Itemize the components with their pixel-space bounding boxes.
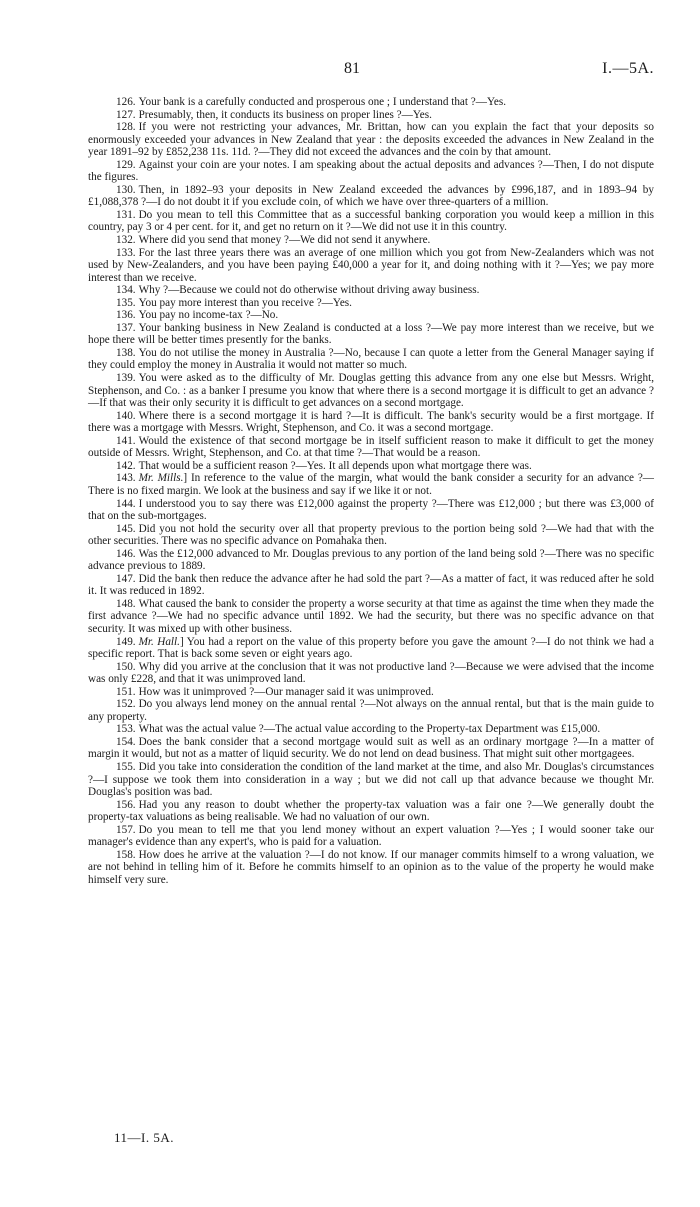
question-number: 147.	[116, 572, 136, 585]
question-paragraph	[88, 410, 654, 435]
question-answer-text: Had you any reason to doubt whether the property-tax valuation was a fair one ?—We generally doubt the property-tax valuations as being realisable. We had no valuation of our own.	[88, 798, 654, 824]
question-number: 157.	[116, 823, 136, 836]
question-number: 127.	[116, 108, 136, 121]
question-paragraph	[88, 284, 654, 297]
question-paragraph	[88, 824, 654, 849]
question-number: 144.	[116, 497, 136, 510]
question-answer-text: Did you not hold the security over all that property previous to the portion being sold ?—We had that with the other securities. There was no specific advance on Pomahaka then.	[88, 522, 654, 548]
question-number: 156.	[116, 798, 136, 811]
question-paragraph	[88, 723, 654, 736]
question-paragraph	[88, 247, 654, 285]
question-number: 150.	[116, 660, 136, 673]
question-paragraph: 143. Mr. Mills.] In reference to the value of the margin, what would the bank consider a security for an advance ?—There is no fixed margin. We look at the business and say if we like it or not.	[88, 472, 654, 497]
question-paragraph	[88, 498, 654, 523]
question-paragraph	[88, 523, 654, 548]
question-paragraph	[88, 799, 654, 824]
question-answer-text: Where there is a second mortgage it is hard ?—It is difficult. The bank's security would be a first mortgage. If there was a mortgage with Messrs. Wright, Stephenson, and Co. it was a second mortgage.	[88, 409, 654, 435]
question-number: 133.	[116, 246, 136, 259]
question-answer-text: That would be a sufficient reason ?—Yes. It all depends upon what mortgage there was.	[138, 459, 532, 472]
question-answer-text: You pay no income-tax ?—No.	[138, 309, 279, 322]
question-paragraph	[88, 548, 654, 573]
question-paragraph	[88, 698, 654, 723]
question-number: 137.	[116, 321, 136, 334]
question-answer-text: Your bank is a carefully conducted and prosperous one ; I understand that ?—Yes.	[138, 96, 507, 108]
question-answer-text: Do you mean to tell this Committee that as a successful banking corporation you would keep a million in this country, pay 3 or 4 per cent. for it, and get no return on it ?—We did not use it in this country.	[88, 208, 654, 234]
question-number: 132.	[116, 234, 136, 247]
question-paragraph	[88, 184, 654, 209]
question-number: 142.	[116, 459, 136, 472]
question-number: 135.	[116, 296, 136, 309]
question-answer-text: Did you take into consideration the condition of the land market at the time, and also Mr. Douglas's circumstances ?—I suppose we took them into consideration in a way ; but we did not call up that advance because we thought Mr. Douglas's position was bad.	[88, 760, 654, 799]
document-reference: I.—5A.	[602, 60, 654, 77]
question-answer-text: I understood you to say there was £12,000 against the property ?—There was £12,000 ; but there was £3,000 of that on the sub-mortgages.	[88, 497, 654, 523]
question-paragraph	[88, 736, 654, 761]
printer-signature: 11—I. 5A.	[114, 1130, 174, 1145]
question-paragraph	[88, 460, 654, 473]
question-paragraph	[88, 309, 654, 322]
question-paragraph	[88, 761, 654, 799]
question-paragraph	[88, 347, 654, 372]
question-answer-text: Would the existence of that second mortgage be in itself sufficient reason to make it difficult to get the money outside of Messrs. Wright, Stephenson, and Co. at that time ?—That would be a reason.	[88, 434, 654, 460]
question-paragraph	[88, 573, 654, 598]
question-number: 152.	[116, 698, 136, 711]
question-number: 126.	[116, 96, 136, 108]
question-answer-text: Does the bank consider that a second mortgage would suit as well as an ordinary mortgage ?—In a matter of margin it would, but not as a matter of liquid security. We do not lend on dead business. That might suit other mortgagees.	[88, 735, 654, 761]
question-number: 131.	[116, 208, 136, 221]
question-paragraph	[88, 372, 654, 410]
question-answer-text: Presumably, then, it conducts its business on proper lines ?—Yes.	[138, 108, 432, 121]
question-answer-text: How was it unimproved ?—Our manager said it was unimproved.	[138, 685, 434, 698]
question-number: 139.	[116, 372, 136, 385]
page-number: 81	[344, 60, 360, 77]
question-answer-text: Did the bank then reduce the advance after he had sold the part ?—As a matter of fact, it was reduced after he sold it. It was reduced in 1892.	[88, 572, 654, 598]
question-paragraph	[88, 109, 654, 122]
question-number: 140.	[116, 409, 136, 422]
question-paragraph: 149. Mr. Hall.] You had a report on the value of this property before you gave the amount ?—I do not think we had a specific report. That is back some seven or eight years ago.	[88, 635, 654, 661]
question-answer-text: Was the £12,000 advanced to Mr. Douglas previous to any portion of the land being sold ?—There was no specific advance previous to 1889.	[88, 547, 654, 573]
speaker-name: Mr. Hall.	[138, 635, 180, 648]
question-number: 148.	[116, 597, 136, 610]
question-paragraph	[88, 849, 654, 887]
question-paragraph	[88, 598, 654, 636]
question-answer-text: You were asked as to the difficulty of Mr. Douglas getting this advance from any one else but Messrs. Wright, Stephenson, and Co. : as a banker I presume you know that where there is a second mortgage it is difficult to get an advance ?—If that was their only security it is difficult to get advances on a second mortgage.	[88, 372, 654, 410]
question-paragraph	[88, 322, 654, 347]
question-answer-text: How does he arrive at the valuation ?—I do not know. If our manager commits himself to a wrong valuation, we are not behind in telling him of it. Before he commits himself to an opinion as to the value of the property he would make himself very sure.	[88, 848, 654, 886]
question-paragraph	[88, 121, 654, 159]
question-paragraph	[88, 96, 654, 109]
question-number: 143.	[116, 472, 136, 485]
question-number: 145.	[116, 522, 136, 535]
question-paragraph	[88, 661, 654, 686]
question-number: 154.	[116, 735, 136, 748]
question-answer-text: In reference to the value of the margin, what would the bank consider a security for an advance ?—There is no fixed margin. We look at the business and say if we like it or not.	[88, 472, 654, 497]
question-answer-text: Then, in 1892–93 your deposits in New Zealand exceeded the advances by £996,187, and in 1893–94 by £1,088,378 ?—I do not doubt it if you exclude coin, of which we have over three-quarters of a million.	[88, 183, 654, 209]
question-answer-text: If you were not restricting your advances, Mr. Brittan, how can you explain the fact that your deposits so enormously exceeded your advances in New Zealand that year : the deposits exceeded the advances in New Zealand in the year 1891–92 by £852,238 11s. 11d. ?—They did not exceed the advances and the coin by that amount.	[88, 121, 654, 159]
question-answer-text: Where did you send that money ?—We did not send it anywhere.	[138, 234, 431, 247]
evidence-text	[88, 96, 654, 886]
question-answer-text: Why ?—Because we could not do otherwise without driving away business.	[138, 284, 480, 297]
question-answer-text: Your banking business in New Zealand is conducted at a loss ?—We pay more interest than we receive, but we hope there will be better times presently for the banks.	[88, 321, 654, 347]
question-answer-text: Do you always lend money on the annual rental ?—Not always on the annual rental, but that is the main guide to any property.	[88, 698, 654, 723]
question-number: 136.	[116, 309, 136, 322]
question-paragraph	[88, 234, 654, 247]
question-answer-text: You pay more interest than you receive ?—Yes.	[138, 296, 352, 309]
question-answer-text: For the last three years there was an average of one million which you got from New-Zealanders which was not used by New-Zealanders, and you have been paying £40,000 a year for it, and doing nothing with it ?—Yes; we pay more interest than we receive.	[88, 246, 654, 284]
question-paragraph	[88, 209, 654, 234]
question-number: 146.	[116, 547, 136, 560]
question-number: 155.	[116, 760, 136, 773]
question-paragraph	[88, 297, 654, 310]
question-number: 153.	[116, 723, 136, 736]
question-number: 129.	[116, 158, 136, 171]
question-paragraph	[88, 686, 654, 699]
question-answer-text: You had a report on the value of this property before you gave the amount ?—I do not think we had a specific report. That is back some seven or eight years ago.	[88, 635, 654, 661]
question-answer-text: Why did you arrive at the conclusion that it was not productive land ?—Because we were advised that the income was only £228, and that it was unimproved land.	[88, 660, 654, 686]
question-answer-text: What was the actual value ?—The actual value according to the Property-tax Department was £15,000.	[138, 723, 601, 736]
question-number: 149.	[116, 635, 136, 648]
question-number: 141.	[116, 434, 136, 447]
question-answer-text: Do you mean to tell me that you lend money without an expert valuation ?—Yes ; I would sooner take our manager's evidence than any expert's, who is paid for a valuation.	[88, 823, 654, 849]
question-paragraph	[88, 435, 654, 460]
question-number: 158.	[116, 848, 136, 861]
question-number: 134.	[116, 284, 136, 297]
question-answer-text: What caused the bank to consider the property a worse security at that time as against the time when they made the first advance ?—We had no specific advance until 1892. We had the security, but there was no specific advance on that security. It was mixed up with other business.	[88, 597, 654, 635]
question-answer-text: You do not utilise the money in Australia ?—No, because I can quote a letter from the General Manager saying if they could employ the money in Australia it would not matter so much.	[88, 346, 654, 372]
question-number: 138.	[116, 346, 136, 359]
speaker-name: Mr. Mills.	[138, 472, 184, 485]
question-paragraph	[88, 159, 654, 184]
question-number: 151.	[116, 685, 136, 698]
question-answer-text: Against your coin are your notes. I am speaking about the actual deposits and advances ?—Then, I do not dispute the figures.	[88, 158, 654, 184]
question-number: 130.	[116, 183, 136, 196]
question-number: 128.	[116, 121, 136, 134]
